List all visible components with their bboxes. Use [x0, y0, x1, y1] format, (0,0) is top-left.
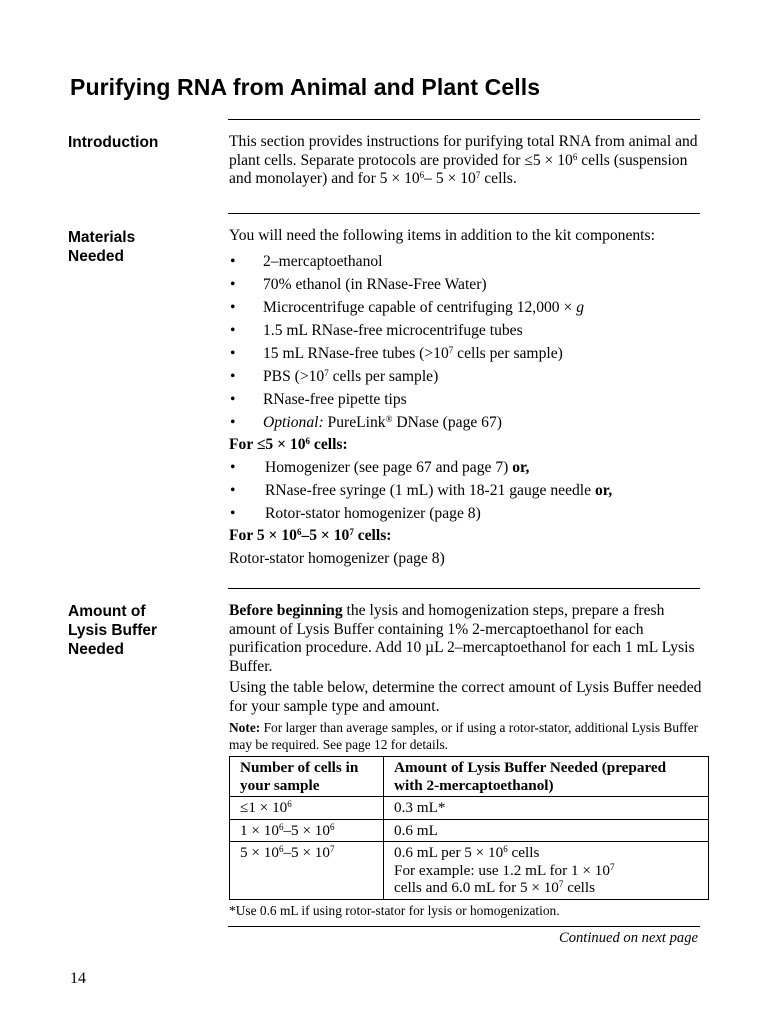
section-divider [228, 588, 700, 589]
list-item: • RNase-free pipette tips [230, 390, 407, 408]
list-item: • Microcentrifuge capable of centrifuging 12,000 × g [230, 298, 584, 316]
list-item: • Optional: PureLink® DNase (page 67) [230, 413, 502, 431]
table-cell: $\le 1 \times 10^6$ [230, 797, 384, 820]
page-title: Purifying RNA from Animal and Plant Cells [70, 74, 541, 100]
table-header-row [230, 757, 709, 797]
table-header-cell: Amount of Lysis Buffer Needed (prepared with 2-mercaptoethanol) [384, 757, 709, 797]
lysis-heading: Amount of Lysis Buffer Needed [68, 603, 158, 658]
large-sample-heading: For $5 \times 10^6-5 \times 10^7$ cells: [229, 526, 392, 544]
section-divider [228, 926, 700, 927]
table-cell: $5 \times 10^6-5 \times 10^7$ [230, 842, 384, 900]
list-item: • 70% ethanol (in RNase-Free Water) [230, 275, 487, 293]
table-cell: 0.6 mL [384, 819, 709, 842]
list-item: • Rotor-stator homogenizer (page 8) [230, 504, 481, 522]
section-divider [228, 119, 700, 120]
materials-heading: Materials Needed [68, 229, 136, 265]
table-row [230, 797, 709, 820]
table-row [230, 842, 709, 900]
table-cell: 0.3 mL* [384, 797, 709, 820]
lysis-body [229, 602, 703, 753]
introduction-heading [68, 133, 158, 152]
table-row [230, 819, 709, 842]
materials-lead: You will need the following items in addition to the kit components: [229, 227, 655, 244]
list-item: • PBS ($>10^7$ cells per sample) [230, 367, 439, 385]
table-footnote: *Use 0.6 mL if using rotor-stator for lysis or homogenization. [229, 903, 560, 918]
page-number: 14 [70, 970, 86, 987]
table-header-cell: Number of cells in your sample [230, 757, 384, 797]
lysis-paragraph-2: Using the table below, determine the correct amount of Lysis Buffer needed for your sample type and amount. [229, 679, 702, 715]
lysis-buffer-table [229, 756, 709, 900]
large-sample-item: Rotor-stator homogenizer (page 8) [229, 549, 445, 567]
list-item: • RNase-free syringe (1 mL) with 18-21 gauge needle or, [230, 481, 613, 499]
table-cell: 0.6 mL per $5 \times 10^6$ cells For example: use 1.2 mL for $1 \times 10^7$ cells and 6.0 mL for $5 \times 10^7$ cells [384, 842, 709, 900]
list-item: • 2–mercaptoethanol [230, 252, 383, 270]
continued-note: Continued on next page [558, 930, 698, 946]
lysis-note: Note: For larger than average samples, or if using a rotor-stator, additional Lysis Buffer may be required. See page 12 for details. [229, 720, 699, 752]
materials-body [229, 227, 703, 570]
lysis-paragraph-1: Before beginning the lysis and homogenization steps, prepare a fresh amount of Lysis Buffer containing 1% 2-mercaptoethanol for each purification procedure. Add 10 µL 2–mercaptoethanol for each 1 mL Lysis Buffer. [229, 602, 695, 675]
introduction-paragraph: This section provides instructions for purifying total RNA from animal and plant cells. Separate protocols are provided for $\le 5 \times 10^6$ cells (suspension and monolayer) and for $5 \times 10^6-$ $5 \times 10^7$ cells. [229, 133, 698, 187]
section-divider [228, 213, 700, 214]
introduction-heading-text: Introduction [68, 134, 159, 151]
small-sample-heading: For $\le 5 \times 10^6$ cells: [229, 435, 348, 453]
introduction-body [229, 133, 703, 189]
list-item: • 15 mL RNase-free tubes ($>10^7$ cells per sample) [230, 344, 563, 362]
table-cell: $1 \times 10^6-5 \times 10^6$ [230, 819, 384, 842]
list-item: • Homogenizer (see page 67 and page 7) or, [230, 458, 530, 476]
list-item: • 1.5 mL RNase-free microcentrifuge tubes [230, 321, 523, 339]
